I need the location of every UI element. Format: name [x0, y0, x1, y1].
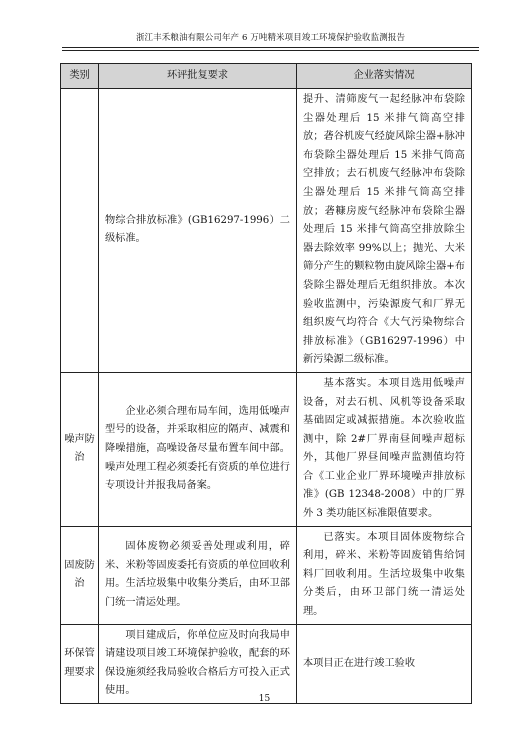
row-implementation: 提升、清筛废气一起经脉冲布袋除尘器处理后 15 米排气筒高空排放；砻谷机废气经旋风除尘器+脉冲布袋除尘器处理后 15 米排气筒高空排放；去石机废气经脉冲布袋除尘器处理后 15 米排气筒高空排放；砻糠房废气经脉冲布袋除尘器处理后 15 米排气筒高空排放除尘器去除效率 99%以上；抛光、大米筛分产生的颗粒物由旋风除尘器+布袋除尘器处理后无组织排放。本次验收监测中，污染源废气和厂界无组织废气均符合《大气污染物综合排放标准》（GB16297-1996）中新污染源二级标准。	[297, 89, 472, 373]
row-requirement: 物综合排放标准》(GB16297-1996）二级标准。	[99, 89, 297, 373]
table-row-air	[61, 89, 472, 373]
table-row-management	[61, 624, 472, 703]
requirements-table	[60, 63, 472, 704]
row-requirement: 固体废物必须妥善处理或利用，碎米、米粉等固废委托有资质的单位回收利用。生活垃圾集中收集分类后，由环卫部门统一清运处理。	[99, 526, 297, 624]
column-header-implementation: 企业落实情况	[297, 64, 472, 89]
page-number: 15	[258, 694, 271, 704]
row-category	[61, 89, 99, 373]
header-rule	[62, 47, 479, 48]
row-requirement: 项目建成后，你单位应及时向我局申请建设项目竣工环境保护验收，配套的环保设施须经我局验收合格后方可投入正式使用。	[99, 624, 297, 703]
row-requirement: 企业必须合理布局车间，选用低噪声型号的设备，并采取相应的隔声、减震和降噪措施，高噪设备尽量布置车间中部。噪声处理工程必须委托有资质的单位进行专项设计并报我局备案。	[99, 372, 297, 526]
row-category: 噪声防治	[61, 372, 99, 526]
column-header-requirement: 环评批复要求	[99, 64, 297, 89]
column-header-category: 类别	[61, 64, 99, 89]
header-rule-thin	[62, 50, 479, 51]
table-row-solid-waste	[61, 526, 472, 624]
row-category: 固废防治	[61, 526, 99, 624]
table-header-row	[61, 64, 472, 89]
table-row-noise	[61, 372, 472, 526]
row-implementation: 基本落实。本项目选用低噪声设备，对去石机、风机等设备采取基础固定或减振措施。本次验收监测中，除 2#厂界南昼间噪声超标外，其他厂界昼间噪声监测值均符合《工业企业厂界环境噪声排放标准》(GB 12348-2008）中的厂界外 3 类功能区标准限值要求。	[297, 372, 472, 526]
row-implementation: 已落实。本项目固体废物综合利用，碎米、米粉等固废销售给饲料厂回收利用。生活垃圾集中收集分类后，由环卫部门统一清运处理。	[297, 526, 472, 624]
page-header: 浙江丰禾粮油有限公司年产 6 万吨精米项目竣工环境保护验收监测报告	[135, 33, 406, 43]
row-category: 环保管理要求	[61, 624, 99, 703]
row-implementation: 本项目正在进行竣工验收	[297, 624, 472, 703]
